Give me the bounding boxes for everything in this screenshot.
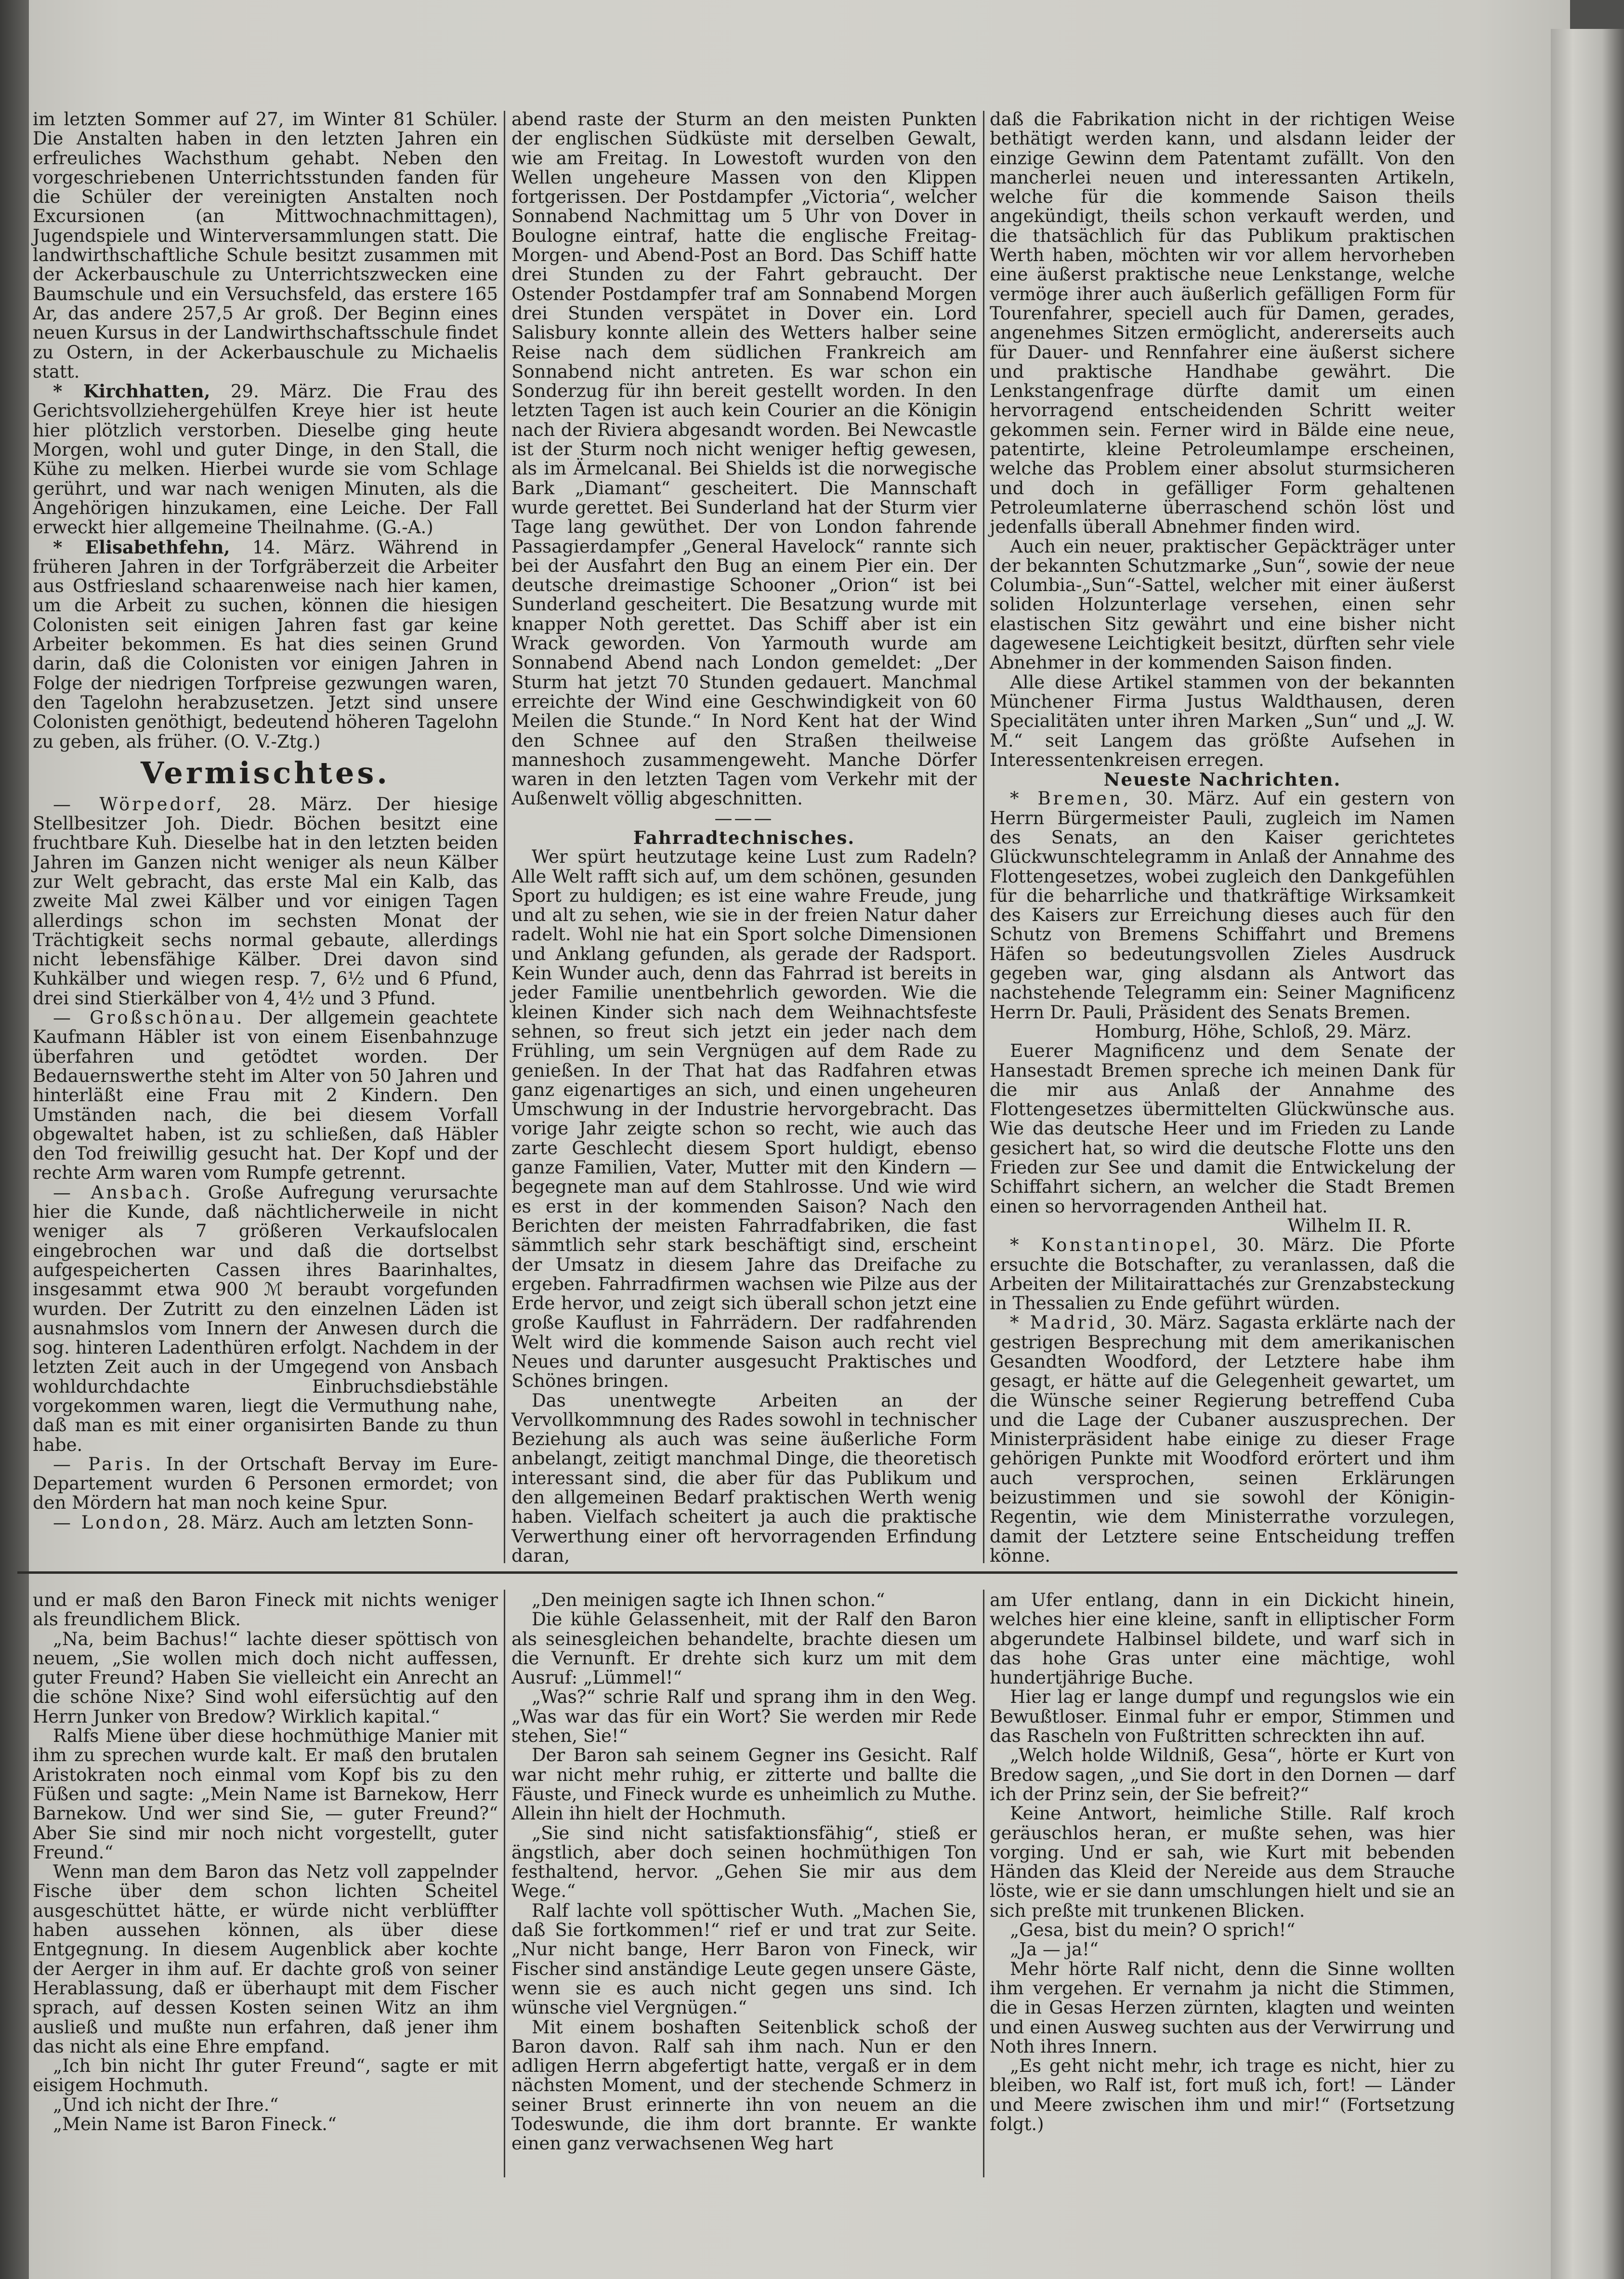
telegram-text: Euerer Magnificenz und dem Senate der Hansestadt Bremen spreche ich meinen Dank für die mir aus Anlaß der Annahme des Flottengesetzes übermittelten Glückwünsche aus. Wie das deutsche Heer und im Frieden zu Lande gesichert hat, so wird die deutsche Flotte uns den Frieden zur See und damit die Entwickelung der Schiffahrt sichern, an welcher die Stadt Bremen einen so hervorragenden Antheil hat. xyxy=(990,1041,1455,1217)
section-heading-vermischtes: Vermischtes. xyxy=(141,755,390,790)
section-heading-fahrradtechnisches: Fahrradtechnisches. xyxy=(633,827,855,848)
cycling-continued-paragraph: daß die Fabrikation nicht in der richtigen Weise bethätigt werden kann, und alsdann leider der einzige Gewinn dem Patentamt zufällt. Von den mancherlei neuen und interessanten Artikeln, welche für die kommende Saison theils angekündigt, theils schon verkauft werden, und die thatsächlich für das Publikum praktischen Werth haben, möchten wir vor allem hervorheben eine äußerst praktische neue Lenkstange, welche vermöge ihrer auch äußerlich gefälligen Form für Tourenfahrer, speciell auch für Damen, gerades, angenehmes Sitzen ermöglicht, andererseits auch für Dauer- und Rennfahrer eine äußerst sichere und praktische Handhabe gewährt. Die Lenkstangenfrage dürfte damit um einen hervorragend entscheidenden Schritt weiter gekommen sein. Ferner wird in Bälde eine neue, patentirte, kleine Petroleumlampe erscheinen, welche das Problem einer absolut sturmsicheren und doch in gefälliger Form gehaltenen Petroleumlaterne überraschend schön löst und jedenfalls überall Abnehmer finden wird. xyxy=(990,109,1455,538)
story-paragraph: Keine Antwort, heimliche Stille. Ralf kroch geräuschlos heran, er mußte sehen, was hier vorging. Und er sah, wie Kurt mit bebenden Händen das Kleid der Nereide aus dem Strauche löste, wie er sie dann umschlungen hielt und sie an sich preßte mit trunkenen Blicken. xyxy=(990,1803,1455,1921)
telegram-signature: Wilhelm II. R. xyxy=(1287,1215,1412,1236)
story-paragraph: am Ufer entlang, dann in ein Dickicht hinein, welches hier eine kleine, sanft in elliptischer Form abgerundete Halbinsel bildete, und warf sich in das hohe Gras unter eine mächtige, wohl hundertjährige Buche. xyxy=(990,1590,1455,1688)
kirchhatten-item xyxy=(33,382,498,537)
elisabethfehn-item xyxy=(33,538,498,751)
story-paragraph: „Ja — ja!“ xyxy=(1010,1939,1099,1960)
telegram-dateline: Homburg, Höhe, Schloß, 29. März. xyxy=(1095,1021,1412,1042)
feuilleton-column-1 xyxy=(33,1591,498,2134)
article-text: 29. März. Die Frau des Gerichtsvollziehergehülfen Kreye hier ist heute hier plötzlich verstorben. Dieselbe ging heute Morgen, wohl und guter Dinge, in den Stall, die Kühe zu melken. Hierbei wurde sie vom Schlage gerührt, und war nach wenigen Minuten, als die Angehörigen hinzukamen, eine Leiche. Der Fall erweckt hier allgemeine Theilnahme. (G.-A.) xyxy=(33,381,498,538)
story-paragraph: Wenn man dem Baron das Netz voll zappelnder Fische über dem schon lichten Scheitel ausgeschüttet hätte, er würde nicht verblüffter haben aussehen können, als über diese Entgegnung. In diesem Augenblick aber kochte der Aerger in ihm auf. Er dachte groß von seiner Herablassung, daß er überhaupt mit dem Fischer sprach, auf dessen Kosten seinen Witz an ihm ausließ und mußte nun erfahren, daß jener ihm das nicht als eine Ehre empfand. xyxy=(33,1861,498,2057)
story-paragraph: „Was?“ schrie Ralf und sprang ihm in den Weg. „Was war das für ein Wort? Sie werden mir Rede stehen, Sie!“ xyxy=(511,1686,977,1747)
ansbach-item xyxy=(33,1183,498,1455)
bremen-item xyxy=(990,789,1455,1022)
story-paragraph: „Sie sind nicht satisfaktionsfähig“, stieß er ängstlich, aber doch seinen hochmüthigen Ton festhaltend, hervor. „Gehen Sie mir aus dem Wege.“ xyxy=(511,1822,977,1902)
column-divider xyxy=(504,1590,505,2177)
school-report-paragraph: im letzten Sommer auf 27, im Winter 81 Schüler. Die Anstalten haben in den letzten Jahren ein erfreuliches Wachsthum gehabt. Neben den vorgeschriebenen Unterrichtsstunden fanden für die Schüler der vereinigten Anstalten noch Excursionen (an Mittwochnachmittagen), Jugendspiele und Winterversammlungen statt. Die landwirthschaftliche Schule besitzt zusammen mit der Ackerbauschule zu Unterrichtszwecken eine Baumschule und ein Versuchsfeld, das erstere 165 Ar, das andere 257,5 Ar groß. Der Beginn eines neuen Kursus in der Landwirthschaftsschule findet zu Ostern, in der Ackerbauschule zu Michaelis statt. xyxy=(33,109,498,382)
dateline-place: — Ansbach. xyxy=(53,1182,193,1203)
dateline-place: — Paris. xyxy=(53,1453,154,1475)
story-paragraph: „Ich bin nicht Ihr guter Freund“, sagte er mit eisigem Hochmuth. xyxy=(33,2055,498,2096)
cycling-continued-paragraph: Alle diese Artikel stammen von der bekannten Münchener Firma Justus Waldthausen, deren Specialitäten unter ihren Marken „Sun“ und „J. W. M.“ seit Langem das größte Aufsehen in Interessentenkreisen erregen. xyxy=(990,672,1455,770)
column-divider xyxy=(983,111,984,1563)
article-text: 28. März. Der hiesige Stellbesitzer Joh. Diedr. Böchen besitzt eine fruchtbare Kuh. Dieselbe hat in den letzten beiden Jahren im Ganzen nicht weniger als neun Kälber zur Welt gebracht, das erste Mal ein Kalb, das zweite Mal zwei Kälber und vor einigen Tagen allerdings schon im sechsten Monat der Trächtigkeit sechs normal gebaute, allerdings nicht lebensfähige Kälber. Drei davon sind Kuhkälber und wiegen resp. 7, 6½ und 6 Pfund, drei sind Stierkälber von 4, 4½ und 3 Pfund. xyxy=(33,793,498,1009)
article-text: 14. März. Während in früheren Jahren in der Torfgräberzeit die Arbeiter aus Ostfriesland schaarenweise nach hier kamen, um die Arbeit zu suchen, können die hiesigen Colonisten seit einigen Jahren fast gar keine Arbeiter bekommen. Es hat dies seinen Grund darin, daß die Colonisten vor einigen Jahren in Folge der niedrigen Torfpreise gezwungen waren, den Tagelohn herabzusetzen. Jetzt sind unsere Colonisten genöthigt, bedeutend höheren Tagelohn zu geben, als früher. (O. V.-Ztg.) xyxy=(33,537,498,752)
story-paragraph: Die kühle Gelassenheit, mit der Ralf den Baron als seinesgleichen behandelte, brachte diesen um die Vernunft. Er drehte sich kurz um mit dem Ausruf: „Lümmel!“ xyxy=(511,1609,977,1688)
london-item xyxy=(33,1513,498,1532)
story-paragraph: „Gesa, bist du mein? O sprich!“ xyxy=(1010,1920,1296,1941)
dateline-place: * Konstantinopel, xyxy=(1010,1235,1219,1256)
story-paragraph: und er maß den Baron Fineck mit nichts weniger als freundlichem Blick. xyxy=(33,1590,498,1630)
cycling-paragraph: Wer spürt heutzutage keine Lust zum Radeln? Alle Welt rafft sich auf, um dem schönen, gesunden Sport zu huldigen; es ist eine wahre Freude, jung und alt zu sehen, wie sie in der freien Natur daher radelt. Wohl nie hat ein Sport solche Dimensionen und Anklang gefunden, als gerade der Radsport. Kein Wunder auch, denn das Fahrrad ist bereits in jeder Familie unentbehrlich geworden. Wie die kleinen Kinder sich nach dem Weihnachtsfeste sehnen, so freut sich jetzt ein jeder nach dem Frühling, um sein Vergnügen auf dem Rade zu genießen. In der That hat das Radfahren etwas ganz eigenartiges an sich, und einen ungeheuren Umschwung in der Industrie hervorgebracht. Das vorige Jahr zeigte schon so recht, wie auch das zarte Geschlecht diesem Sport huldigt, ebenso ganze Familien, Vater, Mutter mit den Kindern — begegnete man auf dem Stahlrosse. Und wie wird es erst in der kommenden Saison? Nach den Berichten der meisten Fahrradfabriken, die fast sämmtlich sehr stark beschäftigt sind, erscheint der Umsatz in diesem Jahre das Dreifache zu ergeben. Fahrradfirmen wachsen wie Pilze aus der Erde hervor, und zeigt sich überall schon jetzt eine große Kauflust in Fahrrädern. Der radfahrenden Welt wird die kommende Saison auch recht viel Neues und darunter ausgesucht Praktisches und Schönes bringen. xyxy=(511,846,977,1392)
story-paragraph: „Es geht nicht mehr, ich trage es nicht, hier zu bleiben, wo Ralf ist, fort muß ich, fort! — Länder und Meere zwischen ihm und mir!“ (Fortsetzung folgt.) xyxy=(990,2055,1455,2135)
storm-report-paragraph: abend raste der Sturm an den meisten Punkten der englischen Südküste mit derselben Gewalt, wie am Freitag. In Lowestoft wurden von den Wellen ungeheure Massen von den Klippen fortgerissen. Der Postdampfer „Victoria“, welcher Sonnabend Nachmittag um 5 Uhr von Dover in Boulogne eintraf, hatte die englische Freitag-Morgen- und Abend-Post an Bord. Das Schiff hatte drei Stunden zu der Fahrt gebraucht. Der Ostender Postdampfer traf am Sonnabend Morgen drei Stunden verspätet in Dover ein. Lord Salisbury konnte allein des Wetters halber seine Reise nach dem südlichen Frankreich am Sonnabend nicht antreten. Es war schon ein Sonderzug für ihn bereit gestellt worden. In den letzten Tagen ist auch kein Courier an die Königin nach der Riviera abgesandt worden. Bei Newcastle ist der Sturm noch nicht weniger heftig gewesen, als im Ärmelcanal. Bei Shields ist die norwegische Bark „Diamant“ gescheitert. Die Mannschaft wurde gerettet. Bei Sunderland hat der Sturm vier Tage lang gewüthet. Der von London fahrende Passagierdampfer „General Havelock“ rannte sich bei der Ausfahrt den Bug an einem Pier ein. Der deutsche dreimastige Schooner „Orion“ ist bei Sunderland gescheitert. Die Besatzung wurde mit knapper Noth gerettet. Das Schiff aber ist ein Wrack geworden. Von Yarmouth wurde am Sonnabend Abend nach London gemeldet: „Der Sturm hat jetzt 70 Stunden gedauert. Manchmal erreichte der Wind eine Geschwindigkeit von 60 Meilen die Stunde.“ In Nord Kent hat der Wind den Schnee auf den Straßen theilweise manneshoch zusammengeweht. Manche Dörfer waren in den letzten Tagen vom Verkehr mit der Außenwelt völlig abgeschnitten. xyxy=(511,109,977,809)
section-heading-neueste-nachrichten: Neueste Nachrichten. xyxy=(1103,769,1341,790)
paris-item xyxy=(33,1455,498,1513)
story-paragraph: Mit einem boshaften Seitenblick schoß der Baron davon. Ralf sah ihm nach. Nun er den adligen Herrn abgefertigt hatte, vergaß er in dem nächsten Moment, und der stechende Schmerz in seiner Brust erinnerte ihn von neuem an die Todeswunde, die ihm dort brannte. Er wankte einen ganz verwachsenen Weg hart xyxy=(511,2016,977,2154)
separator-rule: ——— xyxy=(714,807,774,829)
column-2 xyxy=(511,110,977,1566)
story-paragraph: Der Baron sah seinem Gegner ins Gesicht. Ralf war nicht mehr ruhig, er zitterte und ballte die Fäuste, und Fineck wurde es unheimlich zu Muthe. Allein ihn hielt der Hochmuth. xyxy=(511,1745,977,1824)
story-paragraph: „Welch holde Wildniß, Gesa“, hörte er Kurt von Bredow sagen, „und Sie dort in den Dornen — darf ich der Prinz sein, der Sie befreit?“ xyxy=(990,1745,1455,1805)
column-1 xyxy=(33,110,498,1532)
article-text: 30. März. Auf ein gestern von Herrn Bürgermeister Pauli, zugleich im Namen des Senats, an den Kaiser gerichtetes Glückwunschtelegramm in Anlaß der Annahme des Flottengesetzes, wobei zugleich den Dankgefühlen für die beharrliche und thatkräftige Wirksamkeit des Kaisers zur Erreichung dieses auch für den Schutz von Bremens Schiffahrt und Bremens Häfen so bedeutungsvollen Zieles Ausdruck gegeben war, ging alsdann als Antwort das nachstehende Telegramm ein: Seiner Magnificenz Herrn Dr. Pauli, Präsident des Senats Bremen. xyxy=(990,788,1455,1023)
dateline-place: — London, xyxy=(53,1512,171,1533)
cycling-paragraph: Das unentwegte Arbeiten an der Vervollkommnung des Rades sowohl in technischer Beziehung als auch was seine äußerliche Form anbelangt, zeitigt manchmal Dinge, die theoretisch interessant sind, die aber für das Publikum und den allgemeinen Bedarf praktischen Werth wenig haben. Vielfach scheitert ja auch die praktische Verwerthung einer oft hervorragenden Erfindung daran, xyxy=(511,1390,977,1566)
story-paragraph: „Den meinigen sagte ich Ihnen schon.“ xyxy=(532,1590,885,1610)
dateline-place: — Großschönau. xyxy=(53,1007,245,1028)
dateline-place: * Madrid, xyxy=(1010,1312,1119,1333)
grossschoenau-item xyxy=(33,1008,498,1183)
story-paragraph: Hier lag er lange dumpf und regungslos wie ein Bewußtloser. Einmal fuhr er empor, Stimmen und das Rascheln von Fußtritten schreckten ihn auf. xyxy=(990,1686,1455,1747)
story-paragraph: Mehr hörte Ralf nicht, denn die Sinne wollten ihm vergehen. Er vernahm ja nicht die Stimmen, die in Gesas Herzen zürnten, klagten und weinten und einen Ausweg suchten aus der Verwirrung und Noth ihres Innern. xyxy=(990,1958,1455,2057)
column-3 xyxy=(990,110,1455,1566)
article-text: 30. März. Sagasta erklärte nach der gestrigen Besprechung mit dem amerikanischen Gesandten Woodford, der Letztere habe ihm gesagt, er hätte auf die Gelegenheit gewartet, um die Wünsche seiner Regierung betreffend Cuba und die Lage der Cubaner auszusprechen. Der Ministerpräsident habe einige zu dieser Frage gehörigen Punkte mit Woodford erörtert und ihm auch versprochen, seinen Erklärungen beizustimmen und sie sowohl der Königin-Regentin, wie dem Ministerrathe vorzulegen, damit der Letztere seine Entscheidung treffen könne. xyxy=(990,1312,1455,1566)
feuilleton-separator xyxy=(17,1571,1457,1574)
story-paragraph: „Na, beim Bachus!“ lachte dieser spöttisch von neuem, „Sie wollen mich doch nicht auffessen, guter Freund? Haben Sie vielleicht ein Anrecht an die schöne Nixe? Sind wohl eifersüchtig auf den Herrn Junker von Bredow? Wirklich kapital.“ xyxy=(33,1628,498,1727)
woerpedorf-item xyxy=(33,795,498,1008)
story-paragraph: „Mein Name ist Baron Fineck.“ xyxy=(53,2114,337,2135)
article-text: 30. März. Die Pforte ersuchte die Botschafter, zu veranlassen, daß die Arbeiten der Militairattachés zur Grenzabsteckung in Thessalien zu Ende geführt würden. xyxy=(990,1235,1455,1314)
dateline-place: * Kirchhatten, xyxy=(53,381,210,402)
article-text: In der Ortschaft Bervay im Eure-Departement wurden 6 Personen ermordet; von den Mördern hat man noch keine Spur. xyxy=(33,1453,498,1514)
story-paragraph: Ralf lachte voll spöttischer Wuth. „Machen Sie, daß Sie fortkommen!“ rief er und trat zur Seite. „Nur nicht bange, Herr Baron von Fineck, wir Fischer sind anständige Leute gegen unsere Gäste, wenn sie es auch nicht gegen uns sind. Ich wünsche viel Vergnügen.“ xyxy=(511,1900,977,2018)
dateline-place: * Bremen, xyxy=(1010,788,1131,809)
konstantinopel-item xyxy=(990,1236,1455,1313)
article-text: Der allgemein geachtete Kaufmann Häbler ist von einem Eisenbahnzuge überfahren und getödtet worden. Der Bedauernswerthe steht im Alter von 50 Jahren und hinterläßt eine Frau mit 2 Kindern. Den Umständen nach, die bei diesem Vorfall obgewaltet haben, ist zu schließen, daß Häbler den Tod freiwillig gesucht hat. Der Kopf und der rechte Arm waren vom Rumpfe getrennt. xyxy=(33,1007,498,1184)
page-right-edge xyxy=(1551,29,1624,2279)
dateline-place: * Elisabethfehn, xyxy=(53,536,230,558)
cycling-continued-paragraph: Auch ein neuer, praktischer Gepäckträger unter der bekannten Schutzmarke „Sun“, sowie der neue Columbia-„Sun“-Sattel, welcher mit einer äußerst soliden Holzunterlage versehen, einen sehr elastischen Sitz gewährt und eine bisher nicht dagewesene Leichtigkeit besitzt, dürften sehr viele Abnehmer in der kommenden Saison finden. xyxy=(990,536,1455,673)
article-text: 28. März. Auch am letzten Sonn- xyxy=(177,1512,474,1533)
column-divider xyxy=(504,111,505,1563)
madrid-item xyxy=(990,1313,1455,1566)
feuilleton-column-3 xyxy=(990,1591,1455,2134)
story-paragraph: „Und ich nicht der Ihre.“ xyxy=(53,2094,279,2115)
dateline-place: — Wörpedorf, xyxy=(53,793,224,815)
feuilleton-column-2 xyxy=(511,1591,977,2154)
column-divider xyxy=(983,1590,984,2177)
article-text: Große Aufregung verursachte hier die Kunde, daß nächtlicherweile in nicht weniger als 7 größeren Verkaufslocalen eingebrochen war und daß die dortselbst aufgespeicherten Cassen ihres Baarinhaltes, insgesammt etwa 900 ℳ beraubt vorgefunden wurden. Der Zutritt zu den einzelnen Läden ist ausnahmslos vom Innern der Anwesen durch die sog. hinteren Ladenthüren erfolgt. Nachdem in der letzten Zeit auch in der Umgegend von Ansbach wohldurchdachte Einbruchsdiebstähle vorgekommen waren, liegt die Vermuthung nahe, daß man es mit einer organisirten Bande zu thun habe. xyxy=(33,1182,498,1455)
story-paragraph: Ralfs Miene über diese hochmüthige Manier mit ihm zu sprechen wurde kalt. Er maß den brutalen Aristokraten noch einmal vom Kopf bis zu den Füßen und sagte: „Mein Name ist Barnekow, Herr Barnekow. Und wer sind Sie, — guter Freund?“ Aber Sie sind mir noch nicht vorgestellt, guter Freund.“ xyxy=(33,1726,498,1863)
